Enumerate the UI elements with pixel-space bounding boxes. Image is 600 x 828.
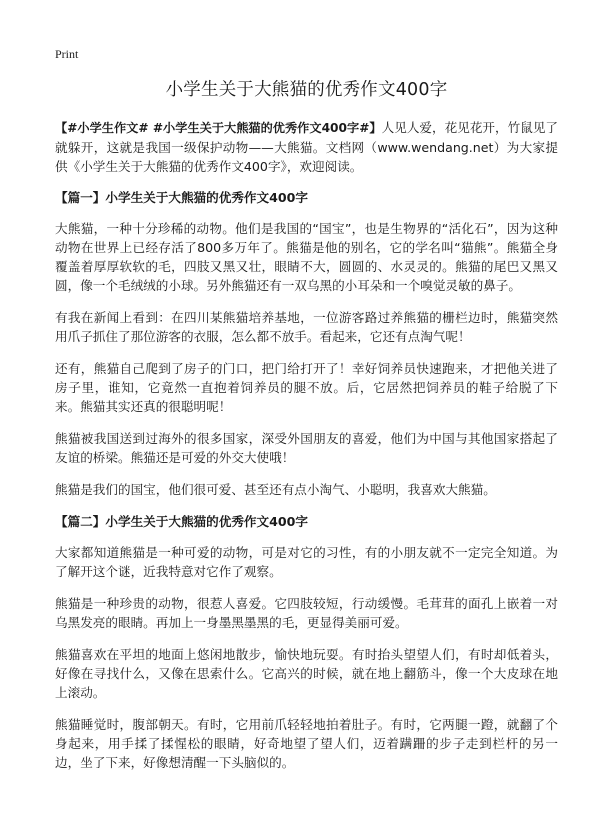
section-1-paragraph-5: 熊猫是我们的国宝，他们很可爱、甚至还有点小淘气、小聪明，我喜欢大熊猫。 bbox=[55, 482, 496, 497]
page-title: 小学生关于大熊猫的优秀作文400字 bbox=[165, 80, 448, 100]
section-1-paragraph-2: 有我在新闻上看到：在四川某熊猫培养基地，一位游客路过养熊猫的栅栏边时，熊猫突然用爪子抓住了那位游客的衣服，怎么都不放手。看起来，它还有点淘气呢！ bbox=[55, 310, 558, 344]
section-1-paragraph-1: 大熊猫，一种十分珍稀的动物。他们是我国的“国宝”，也是生物界的“活化石”，因为这种动物在世界上已经存活了800多万年了。熊猫是他的别名，它的学名叫“猫熊”。熊猫全身覆盖着厚厚软软的毛，四肢又黑又壮，眼睛不大，圆圆的、水灵灵的。熊猫的尾巴又黑又圆，像一个毛绒绒的小球。另外熊猫还有一双乌黑的小耳朵和一个嗅觉灵敏的鼻子。 bbox=[55, 221, 558, 293]
article-body bbox=[55, 118, 558, 785]
section-2-paragraph-4: 熊猫睡觉时，腹部朝天。有时，它用前爪轻轻地拍着肚子。有时，它两腿一蹬，就翻了个身起来，用手揉了揉惺松的眼睛，好奇地望了望人们，迈着蹒跚的步子走到栏杆的另一边，坐了下来，好像想清醒一下头脑似的。 bbox=[55, 717, 558, 770]
print-link[interactable]: Print bbox=[55, 47, 79, 61]
section-heading-1: 【篇一】小学生关于大熊猫的优秀作文400字 bbox=[55, 190, 308, 205]
section-1-paragraph-3: 还有，熊猫自己爬到了房子的门口，把门给打开了！幸好饲养员快速跑来，才把他关进了房子里，谁知，它竟然一直抱着饲养员的腿不放。后，它居然把饲养员的鞋子给脱了下来。熊猫其实还真的很聪明呢！ bbox=[55, 361, 558, 414]
intro-tag: 【#小学生作文# #小学生关于大熊猫的优秀作文400字#】 bbox=[55, 121, 382, 135]
intro-text: 人见人爱，花见花开，竹鼠见了就躲开，这就是我国一级保护动物——大熊猫。文档网（www.wendang.net）为大家提供《小学生关于大熊猫的优秀作文400字》，欢迎阅读。 bbox=[55, 120, 559, 174]
intro-paragraph bbox=[55, 118, 558, 176]
section-2-paragraph-2: 熊猫是一种珍贵的动物，很惹人喜爱。它四肢较短，行动缓慢。毛茸茸的面孔上嵌着一对乌黑发亮的眼睛。再加上一身墨黑墨黑的毛，更显得美丽可爱。 bbox=[55, 596, 558, 630]
section-2-paragraph-3: 熊猫喜欢在平坦的地面上悠闲地散步，愉快地玩耍。有时抬头望望人们，有时却低着头，好像在寻找什么，又像在思索什么。它高兴的时候，就在地上翻筋斗，像一个大皮球在地上滚动。 bbox=[55, 647, 558, 700]
section-heading-2: 【篇二】小学生关于大熊猫的优秀作文400字 bbox=[55, 514, 308, 529]
section-2-paragraph-1: 大家都知道熊猫是一种可爱的动物，可是对它的习性，有的小朋友就不一定完全知道。为了解开这个谜，近我特意对它作了观察。 bbox=[55, 545, 558, 579]
section-1-paragraph-4: 熊猫被我国送到过海外的很多国家，深受外国朋友的喜爱，他们为中国与其他国家搭起了友谊的桥梁。熊猫还是可爱的外交大使哦！ bbox=[55, 431, 558, 465]
